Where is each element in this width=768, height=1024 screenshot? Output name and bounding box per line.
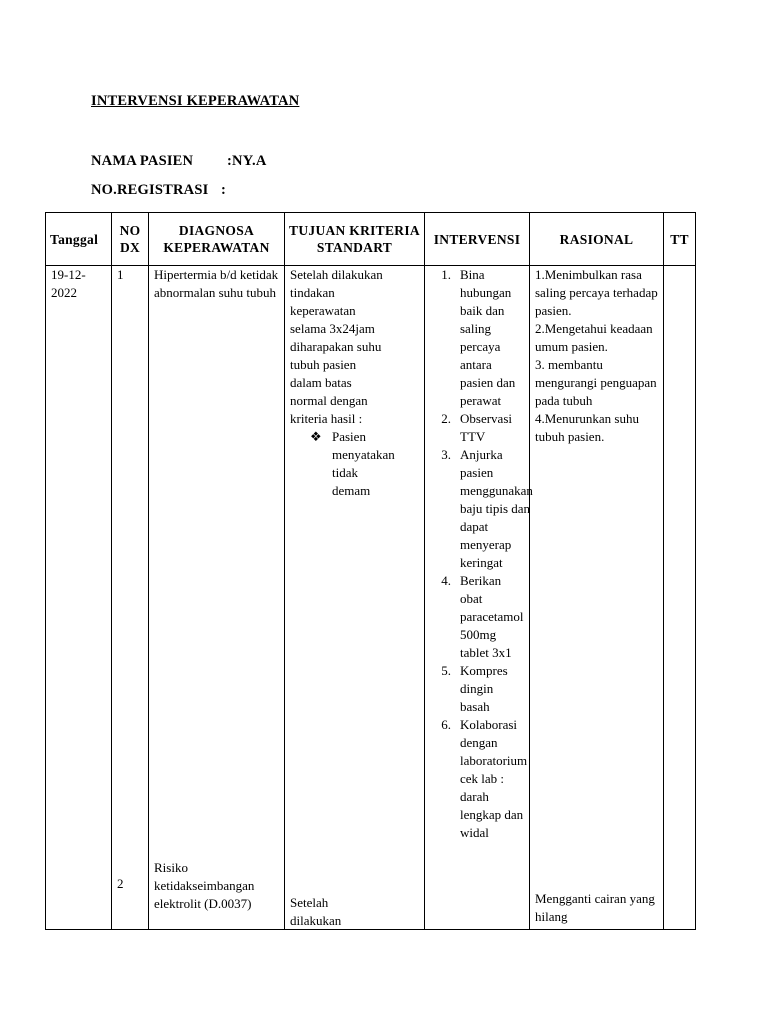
dx1-tujuan <box>290 266 395 500</box>
date-text: 19-12-2022 <box>51 267 86 300</box>
list-item: 3. Anjurka pasien menggunakan baju tipis dan dapat menyerap keringat <box>441 447 533 570</box>
patient-name-value: :NY.A <box>227 153 267 169</box>
header-no-dx: NO DX <box>112 213 149 266</box>
document-title: INTERVENSI KEPERAWATAN <box>91 93 300 109</box>
dx2-tujuan: Setelah dilakukan <box>290 895 342 928</box>
list-item: 5. Kompres dingin basah <box>441 663 508 714</box>
header-intervensi: INTERVENSI <box>425 213 530 266</box>
dx1-intervensi-list <box>425 266 533 842</box>
rasional-item: 2.Mengetahui keadaan umum pasien. <box>535 321 653 354</box>
cell-no-dx <box>112 266 149 930</box>
cell-tujuan <box>285 266 425 930</box>
dx2-diagnosa: Risiko ketidakseimbangan elektrolit (D.0037) <box>154 860 255 911</box>
dx1-tujuan-bullet <box>310 428 395 500</box>
rasional-item: 3. membantu mengurangi penguapan pada tubuh <box>535 357 657 408</box>
dx2-rasional: Mengganti cairan yang hilang <box>535 891 655 924</box>
dx1-diagnosa: Hipertermia b/d ketidak abnormalan suhu tubuh <box>154 267 279 300</box>
dx2-number: 2 <box>117 876 124 891</box>
list-item: 1. Bina hubungan baik dan saling percaya antara pasien dan perawat <box>441 267 516 408</box>
intervention-table <box>45 212 696 930</box>
dx1-tujuan-text: Setelah dilakukan tindakan keperawatan selama 3x24jam diharapakan suhu tubuh pasien dalam batas normal dengan kriteria hasil : <box>290 267 383 426</box>
cell-rasional <box>530 266 664 930</box>
header-diagnosa: DIAGNOSA KEPERAWATAN <box>149 213 285 266</box>
patient-name-label: NAMA PASIEN <box>91 153 194 169</box>
cell-diagnosa <box>149 266 285 930</box>
cell-intervensi <box>425 266 533 930</box>
table-header-row <box>46 213 696 266</box>
registration-value: : <box>221 182 227 198</box>
diamond-bullet-icon: ❖ <box>310 429 322 444</box>
header-rasional: RASIONAL <box>530 213 664 266</box>
list-item: 6. Kolaborasi dengan laboratorium cek lab : darah lengkap dan widal <box>441 717 528 840</box>
cell-tanggal <box>46 266 112 930</box>
registration-line <box>91 182 226 199</box>
list-item: 2. Observasi TTV <box>441 411 512 444</box>
list-item: 4. Berikan obat paracetamol 500mg tablet 3x1 <box>441 573 524 660</box>
dx1-rasional <box>535 266 659 446</box>
table-row <box>46 266 696 930</box>
header-tujuan: TUJUAN KRITERIA STANDART <box>285 213 425 266</box>
dx1-tujuan-bullet-text: Pasien menyatakan tidak demam <box>332 429 395 498</box>
rasional-item: 4.Menurunkan suhu tubuh pasien. <box>535 411 639 444</box>
dx1-number: 1 <box>117 267 124 282</box>
patient-name-line <box>91 153 267 170</box>
cell-tt <box>664 266 696 930</box>
registration-label: NO.REGISTRASI <box>91 182 209 198</box>
header-tanggal: Tanggal <box>46 213 112 266</box>
header-tt: TT <box>664 213 696 266</box>
rasional-item: 1.Menimbulkan rasa saling percaya terhadap pasien. <box>535 267 658 318</box>
